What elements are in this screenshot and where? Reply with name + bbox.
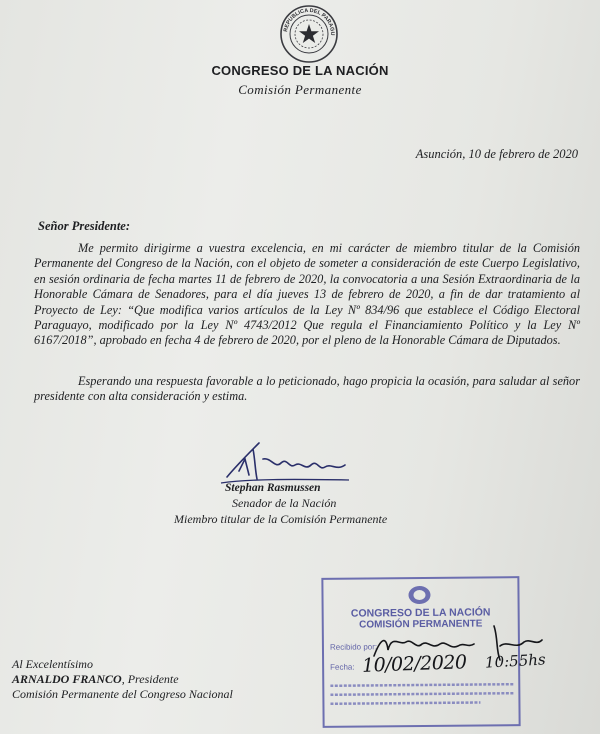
- org-subtitle: Comisión Permanente: [238, 82, 362, 97]
- salutation: Señor Presidente:: [38, 219, 131, 233]
- stamp-subtitle: COMISIÓN PERMANENTE: [359, 618, 483, 631]
- body-paragraph-2: Esperando una respuesta favorable a lo peticionado, hago propicia la ocasión, para saludar al señor presidente con alta consideración y estima.: [34, 374, 580, 404]
- svg-text:REPUBLICA DEL PARAGUAY: REPUBLICA DEL PARAGU: [283, 7, 336, 36]
- stamp-date-label: Fecha:: [330, 662, 355, 672]
- addressee-name: ARNALDO FRANCO: [12, 672, 122, 686]
- addressee-greeting: Al Excelentísimo: [12, 657, 93, 671]
- addressee-name-line: [12, 672, 179, 687]
- signatory-name: Stephan Rasmussen: [225, 482, 321, 494]
- stamp-received-label: Recibido por:: [329, 642, 378, 652]
- stamp-fine-print: [330, 678, 514, 718]
- handwritten-date: 10/02/2020: [361, 651, 467, 677]
- date-line: Asunción, 10 de febrero de 2020: [415, 147, 578, 161]
- org-name: CONGRESO DE LA NACIÓN: [211, 63, 389, 78]
- handwritten-time: 10:55hs: [484, 650, 547, 672]
- signatory-title: Senador de la Nación: [232, 496, 337, 510]
- stamp-title: CONGRESO DE LA NACIÓN: [350, 606, 491, 620]
- signatory-role: Miembro titular de la Comisión Permanente: [174, 512, 388, 526]
- body-paragraph-1: Me permito dirigirme a vuestra excelencia, en mi carácter de miembro titular de la Comisión Permanente del Congreso de la Nación, con el objeto de someter a consideración de este Cuerpo Legislativo, en sesión ordinaria de fecha martes 11 de febrero de 2020, la convocatoria a una Sesión Extraordinaria de la Honorable Cámara de Senadores, para el día jueves 13 de febrero de 2020, a fin de dar tratamiento al Proyecto de Ley: “Que modifica varios artículos de la Ley Nº 834/96 que establece el Código Electoral Paraguayo, modificado por la Ley Nº 4743/2012 Que regula el Financiamiento Político y la Ley Nº 6167/2018”, aprobado en fecha 4 de febrero de 2020, por el pleno de la Honorable Cámara de Diputados.: [34, 241, 580, 348]
- addressee-institution: Comisión Permanente del Congreso Nacional: [12, 687, 233, 701]
- congress-logo-icon: [407, 585, 431, 605]
- addressee-role: , Presidente: [121, 672, 179, 686]
- paraguay-seal-icon: [279, 4, 339, 64]
